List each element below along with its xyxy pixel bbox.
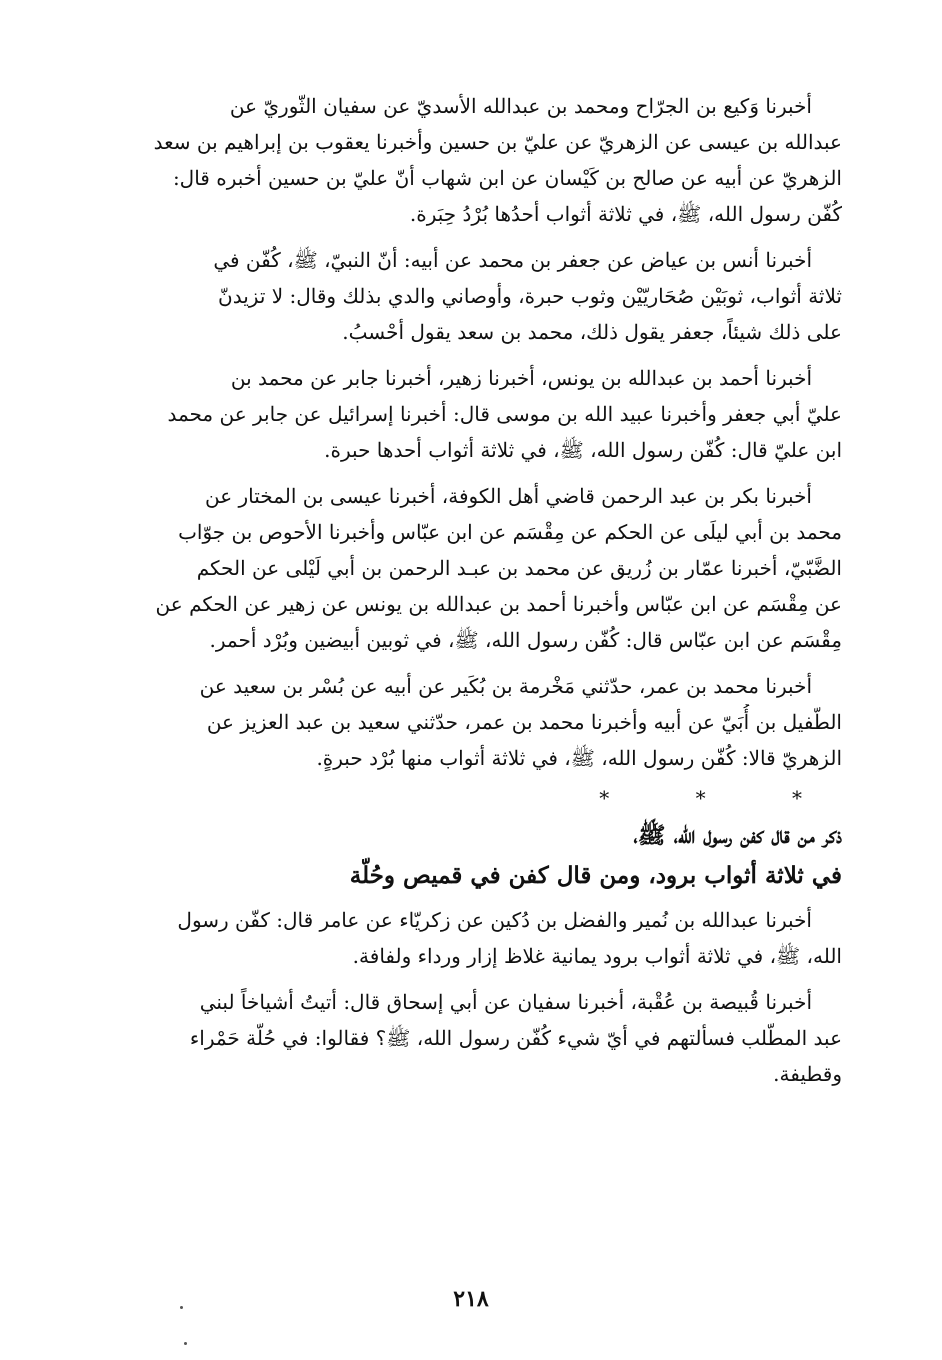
text-line: الزهريّ عن أبيه عن صالح بن كَيْسان عن ابن شهاب أنّ عليّ بن حسين أخبره قال: — [172, 166, 842, 190]
paragraph — [100, 360, 842, 468]
paragraph — [100, 984, 842, 1092]
paragraph — [100, 902, 842, 974]
text-line: أخبرنا محمد بن عمر، حدّثني مَخْرمة بن بُكَير عن أبيه عن بُسْر بن سعيد عن — [199, 674, 812, 698]
paragraph — [100, 88, 842, 232]
section-heading-line-2: في ثلاثة أثواب برود، ومن قال كفن في قميص وحُلّة — [349, 862, 842, 889]
text-line: أخبرنا وَكيع بن الجرّاح ومحمد بن عبدالله الأسديّ عن سفيان الثّوريّ عن — [229, 94, 812, 118]
paragraph — [100, 242, 842, 350]
separator-stars: * * * — [599, 786, 842, 810]
page-body — [100, 88, 842, 1102]
scan-speck — [180, 1306, 183, 1309]
paragraph — [100, 668, 842, 776]
text-line: أخبرنا أنس بن عياض عن جعفر بن محمد عن أبيه: أنّ النبيّ، ﷺ، كُفّن في — [213, 248, 812, 272]
section-heading-line-1: ذكر من قال كفن رسول الله، ﷺ، — [633, 822, 842, 849]
text-line: أخبرنا عبدالله بن نُمير والفضل بن دُكين عن زكريّاء عن عامر قال: كفّن رسول — [177, 908, 812, 932]
text-line: ابن عليّ قال: كُفّن رسول الله، ﷺ، في ثلاثة أثواب أحدها حبرة. — [324, 438, 842, 462]
section-2 — [100, 902, 842, 1092]
text-line: كُفّن رسول الله، ﷺ، في ثلاثة أثواب أحدُها بُرْدُ حِبَرة. — [409, 202, 842, 226]
section-1 — [100, 88, 842, 776]
text-line: وقطيفة. — [773, 1062, 842, 1086]
text-line: ثلاثة أثواب، ثوبَيْن صُحَاريّيْن وثوب حبرة، وأوصاني والدي بذلك وقال: لا تزيدنّ — [218, 284, 842, 308]
text-line: محمد بن أبي ليلَى عن الحكم عن مِقْسَم عن ابن عبّاس وأخبرنا الأحوص بن جوّاب — [178, 520, 842, 544]
text-line: الضَّبّيّ، أخبرنا عمّار بن زُريق عن محمد بن عبـد الرحمن بن أبي لَيْلى عن الحكم — [196, 556, 842, 580]
text-line: مِقْسَم عن ابن عبّاس قال: كُفّن رسول الله، ﷺ، في ثوبين أبيضين وبُرْد أحمر. — [209, 628, 842, 652]
paragraph — [100, 478, 842, 658]
scan-speck — [184, 1342, 187, 1345]
text-line: أخبرنا قُبيصة بن عُقْبة، أخبرنا سفيان عن أبي إسحاق قال: أتيتُ أشياخاً لبني — [199, 990, 812, 1014]
text-line: على ذلك شيئاً، جعفر يقول ذلك، محمد بن سعد يقول أحْسبُ. — [342, 320, 842, 344]
text-line: أخبرنا بكر بن عبد الرحمن قاضي أهل الكوفة، أخبرنا عيسى بن المختار عن — [205, 484, 812, 508]
text-line: الزهريّ قالا: كُفّن رسول الله، ﷺ، في ثلاثة أثواب منها بُرْد حبرةٍ. — [316, 746, 842, 770]
text-line: عن مِقْسَم عن ابن عبّاس وأخبرنا أحمد بن عبدالله بن يونس عن زهير عن الحكم عن — [155, 592, 842, 616]
text-line: أخبرنا أحمد بن عبدالله بن يونس، أخبرنا زهير، أخبرنا جابر عن محمد بن — [230, 366, 812, 390]
text-line: عبد المطّلب فسألتهم في أيّ شيء كُفّن رسول الله، ﷺ؟ فقالوا: في حُلّة حَمْراء — [189, 1026, 842, 1050]
page-number: ٢١٨ — [453, 1286, 489, 1312]
text-line: عليّ أبي جعفر وأخبرنا عبيد الله بن موسى قال: أخبرنا إسرائيل عن جابر عن محمد — [167, 402, 842, 426]
text-line: الطّفيل بن أُبَيّ عن أبيه وأخبرنا محمد بن عمر، حدّثني سعيد بن عبد العزيز عن — [206, 710, 842, 734]
text-line: عبدالله بن عيسى عن الزهريّ عن عليّ بن حسين وأخبرنا يعقوب بن إبراهيم بن سعد — [153, 130, 842, 154]
text-line: الله، ﷺ، في ثلاثة أثواب برود يمانية غلاظ إزار ورداء ولفافة. — [352, 944, 842, 968]
